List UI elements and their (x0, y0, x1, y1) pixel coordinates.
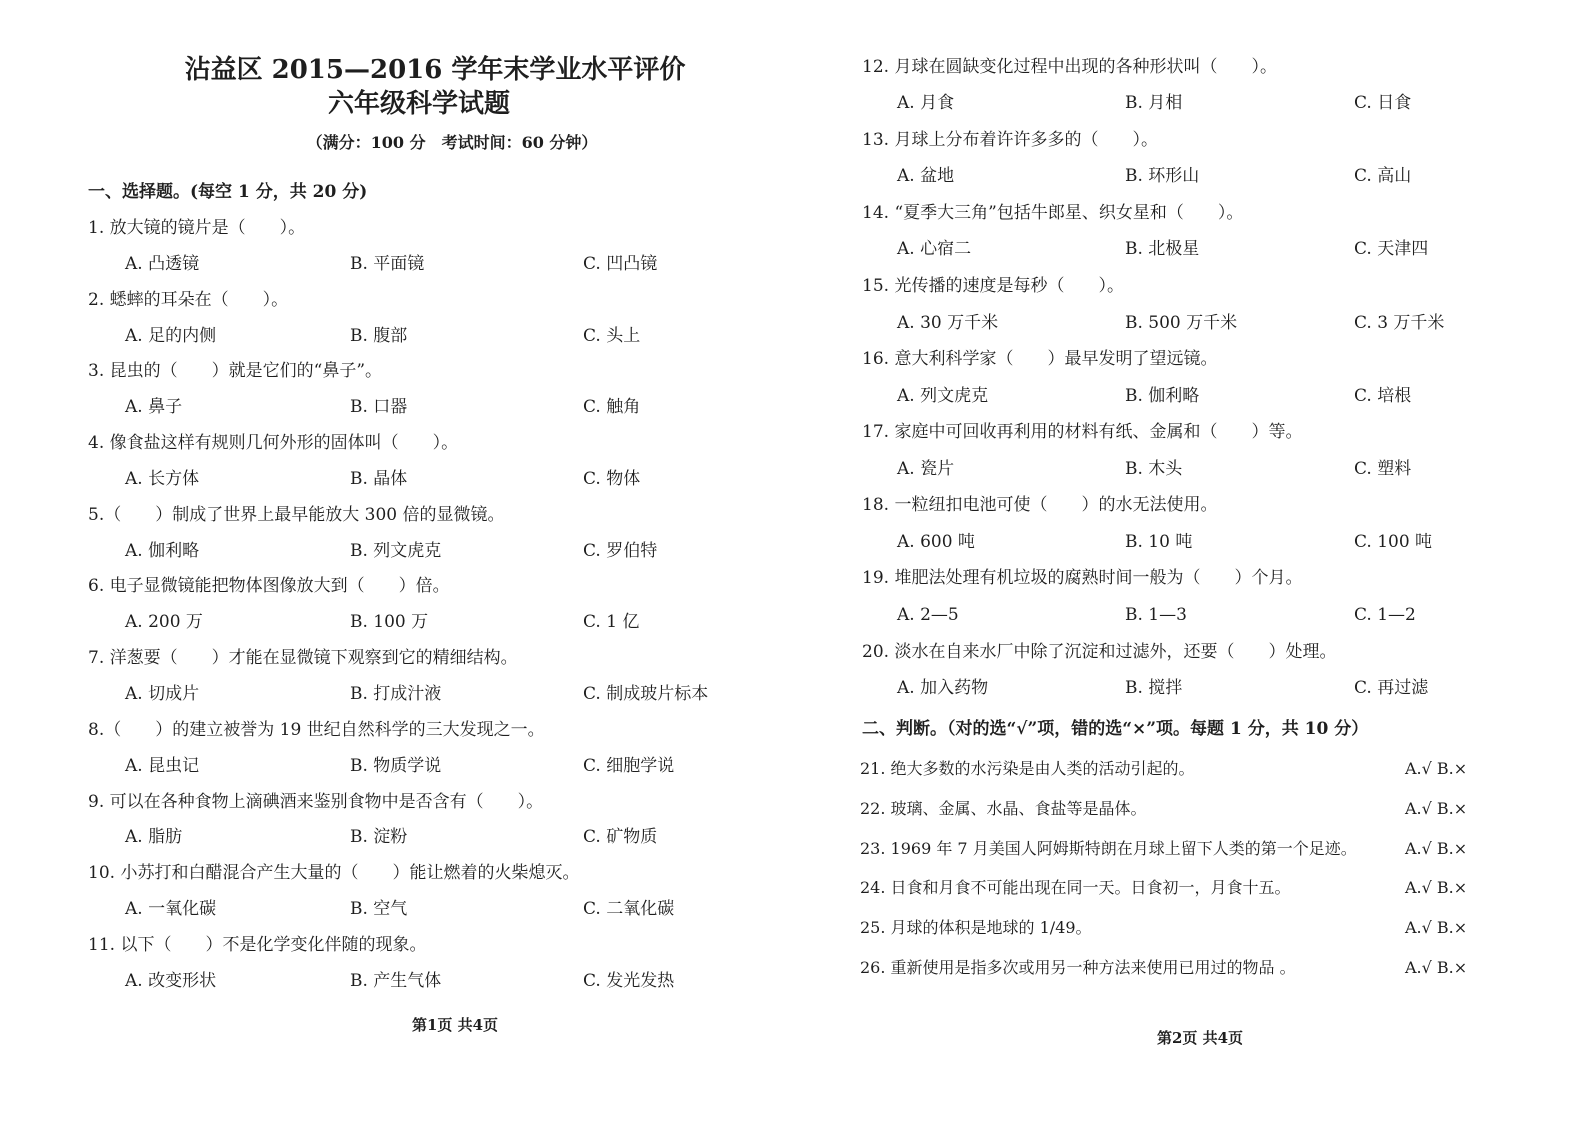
option-c: C. 塑料 (1354, 458, 1412, 479)
judgment-22 (860, 789, 1490, 829)
option-c: C. 高山 (1354, 166, 1412, 187)
question-5 (88, 498, 768, 570)
option-b: B. 口器 (350, 397, 408, 418)
question-19 (862, 560, 1482, 633)
question-20 (862, 634, 1482, 707)
question-options (862, 305, 1482, 342)
question-stem: 12. 月球在圆缺变化过程中出现的各种形状叫（ ）。 (862, 56, 1277, 77)
option-a: A. 鼻子 (125, 397, 183, 418)
option-a: A. 凸透镜 (125, 253, 200, 274)
option-a: A. 改变形状 (125, 970, 217, 991)
option-a: A. 瓷片 (897, 458, 955, 479)
question-13 (862, 122, 1482, 195)
option-a: A. 脂肪 (125, 827, 183, 848)
option-b: B. 月相 (1125, 93, 1183, 114)
judgment-25 (860, 908, 1490, 948)
judgment-stem: 24. 日食和月食不可能出现在同一天。日食初一，月食十五。 (860, 878, 1291, 898)
judgment-23 (860, 829, 1490, 869)
question-stem: 17. 家庭中可回收再利用的材料有纸、金属和（ ）等。 (862, 422, 1303, 443)
question-stem: 1. 放大镜的镜片是（ ）。 (88, 218, 306, 238)
question-stem: 9. 可以在各种食物上滴碘酒来鉴别食物中是否含有（ ）。 (88, 791, 544, 812)
question-1 (88, 211, 768, 283)
question-options (862, 524, 1482, 561)
option-c: C. 二氧化碳 (583, 899, 675, 920)
question-options (862, 85, 1482, 122)
question-stem: 20. 淡水在自来水厂中除了沉淀和过滤外，还要（ ）处理。 (862, 641, 1337, 662)
question-9 (88, 785, 768, 857)
exam-subtitle: 六年级科学试题 (327, 89, 510, 119)
option-a: A. 月食 (897, 93, 955, 114)
judgment-stem: 21. 绝大多数的水污染是由人类的活动引起的。 (860, 759, 1195, 778)
question-stem: 14. “夏季大三角”包括牛郎星、织女星和（ ）。 (862, 202, 1244, 223)
question-stem: 19. 堆肥法处理有机垃圾的腐熟时间一般为（ ）个月。 (862, 568, 1303, 589)
judgment-stem: 22. 玻璃、金属、水晶、食盐等是晶体。 (860, 798, 1147, 818)
option-a: A. 长方体 (125, 468, 200, 489)
option-b: B. 环形山 (1125, 166, 1200, 187)
option-c: C. 100 吨 (1354, 531, 1433, 552)
option-b: B. 北极星 (1125, 239, 1200, 260)
multiple-choice-list-page-2 (862, 49, 1482, 707)
option-b: B. 10 吨 (1125, 531, 1193, 552)
option-a: A. 列文虎克 (897, 385, 989, 406)
question-options (88, 605, 768, 641)
judgment-26 (860, 948, 1490, 988)
question-stem: 5.（ ）制成了世界上最早能放大 300 倍的显微镜。 (88, 504, 505, 525)
option-a: A. 足的内侧 (125, 325, 217, 346)
question-options (88, 820, 768, 856)
option-b: B. 物质学说 (350, 755, 442, 776)
option-c: C. 矿物质 (583, 827, 658, 848)
option-b: B. 空气 (350, 899, 408, 920)
option-b: B. 平面镜 (350, 253, 425, 274)
option-c: C. 再过滤 (1354, 678, 1429, 699)
option-c: C. 培根 (1354, 385, 1412, 406)
option-c: C. 凹凸镜 (583, 253, 658, 274)
question-options (862, 597, 1482, 634)
question-10 (88, 856, 768, 928)
option-a: A. 心宿二 (897, 239, 972, 260)
option-a: A. 一氧化碳 (125, 899, 217, 920)
question-stem: 10. 小苏打和白醋混合产生大量的（ ）能让燃着的火柴熄灭。 (88, 863, 580, 884)
option-a: A. 切成片 (125, 683, 200, 704)
option-c: C. 1—2 (1354, 605, 1416, 625)
option-b: B. 500 万千米 (1125, 312, 1238, 333)
question-12 (862, 49, 1482, 122)
option-b: B. 产生气体 (350, 970, 442, 991)
question-stem: 16. 意大利科学家（ ）最早发明了望远镜。 (862, 349, 1218, 370)
question-options (862, 451, 1482, 488)
question-options (88, 964, 768, 1000)
option-a: A. 200 万 (125, 612, 203, 633)
question-options (88, 749, 768, 785)
question-16 (862, 341, 1482, 414)
question-options (88, 677, 768, 713)
option-a: A. 30 万千米 (897, 312, 999, 333)
option-c: C. 3 万千米 (1354, 312, 1445, 333)
question-options (88, 534, 768, 570)
option-a: A. 600 吨 (897, 531, 975, 552)
option-c: C. 制成玻片标本 (583, 683, 709, 704)
option-b: B. 木头 (1125, 458, 1183, 479)
question-options (862, 231, 1482, 268)
multiple-choice-list-page-1 (88, 211, 768, 1000)
option-b: B. 淀粉 (350, 827, 408, 848)
judgment-choices: A.√ B.× (1405, 759, 1468, 778)
question-options (88, 247, 768, 283)
judgment-24 (860, 868, 1490, 908)
option-c: C. 头上 (583, 325, 641, 346)
option-b: B. 1—3 (1125, 605, 1187, 625)
judgment-stem: 26. 重新使用是指多次或用另一种方法来使用已用过的物品 。 (860, 957, 1296, 977)
question-stem: 2. 蟋蟀的耳朵在（ ）。 (88, 289, 289, 310)
option-a: A. 加入药物 (897, 678, 989, 699)
option-a: A. 昆虫记 (125, 755, 200, 776)
page-footer: 第1页 共4页 (411, 1016, 499, 1034)
judgment-choices: A.√ B.× (1405, 798, 1468, 818)
question-17 (862, 414, 1482, 487)
exam-info: （满分：100 分 考试时间：60 分钟） (306, 133, 598, 152)
question-18 (862, 487, 1482, 560)
section-1-heading: 一、选择题。(每空 1 分，共 20 分) (88, 182, 368, 202)
option-b: B. 搅拌 (1125, 678, 1183, 699)
option-b: B. 打成汁液 (350, 683, 442, 704)
question-7 (88, 641, 768, 713)
question-options (862, 158, 1482, 195)
option-a: A. 伽利略 (125, 540, 200, 561)
question-14 (862, 195, 1482, 268)
judgment-choices: A.√ B.× (1405, 878, 1468, 898)
question-options (88, 390, 768, 426)
option-a: A. 盆地 (897, 166, 955, 187)
judgment-choices: A.√ B.× (1405, 918, 1468, 938)
question-stem: 11. 以下（ ）不是化学变化伴随的现象。 (88, 934, 427, 955)
judgment-choices: A.√ B.× (1405, 957, 1468, 977)
exam-page-1 (0, 0, 793, 1122)
option-c: C. 物体 (583, 468, 641, 489)
true-false-list (860, 749, 1490, 988)
question-stem: 18. 一粒纽扣电池可使（ ）的水无法使用。 (862, 495, 1218, 516)
question-stem: 13. 月球上分布着许许多多的（ ）。 (862, 129, 1158, 150)
question-stem: 8.（ ）的建立被誉为 19 世纪自然科学的三大发现之一。 (88, 719, 545, 740)
judgment-choices: A.√ B.× (1405, 838, 1468, 858)
judgment-21 (860, 749, 1490, 789)
judgment-stem: 23. 1969 年 7 月美国人阿姆斯特朗在月球上留下人类的第一个足迹。 (860, 838, 1357, 858)
question-4 (88, 426, 768, 498)
section-2-heading: 二、判断。（对的选“√”项，错的选“×”项。每题 1 分，共 10 分） (862, 719, 1369, 739)
judgment-stem: 25. 月球的体积是地球的 1/49。 (860, 918, 1092, 938)
question-options (88, 462, 768, 498)
question-options (88, 892, 768, 928)
question-6 (88, 569, 768, 641)
question-8 (88, 713, 768, 785)
option-c: C. 罗伯特 (583, 540, 658, 561)
question-stem: 6. 电子显微镜能把物体图像放大到（ ）倍。 (88, 576, 450, 597)
question-stem: 3. 昆虫的（ ）就是它们的“鼻子”。 (88, 361, 383, 382)
question-stem: 4. 像食盐这样有规则几何外形的固体叫（ ）。 (88, 433, 459, 454)
question-11 (88, 928, 768, 1000)
option-c: C. 细胞学说 (583, 755, 675, 776)
question-options (862, 670, 1482, 707)
exam-page-2 (793, 0, 1587, 1122)
option-b: B. 晶体 (350, 468, 408, 489)
option-b: B. 腹部 (350, 325, 408, 346)
question-stem: 7. 洋葱要（ ）才能在显微镜下观察到它的精细结构。 (88, 648, 518, 669)
option-c: C. 发光发热 (583, 970, 675, 991)
exam-title: 沾益区 2015—2016 学年末学业水平评价 (184, 55, 686, 85)
question-2 (88, 283, 768, 355)
option-c: C. 天津四 (1354, 239, 1429, 260)
question-options (88, 319, 768, 355)
page-footer: 第2页 共4页 (1156, 1029, 1244, 1047)
option-c: C. 1 亿 (583, 612, 640, 633)
option-b: B. 列文虎克 (350, 540, 442, 561)
option-b: B. 100 万 (350, 612, 429, 633)
question-options (862, 378, 1482, 415)
question-15 (862, 268, 1482, 341)
question-3 (88, 354, 768, 426)
option-a: A. 2—5 (897, 605, 959, 625)
option-b: B. 伽利略 (1125, 385, 1200, 406)
option-c: C. 日食 (1354, 93, 1412, 114)
option-c: C. 触角 (583, 397, 641, 418)
question-stem: 15. 光传播的速度是每秒（ ）。 (862, 276, 1124, 297)
